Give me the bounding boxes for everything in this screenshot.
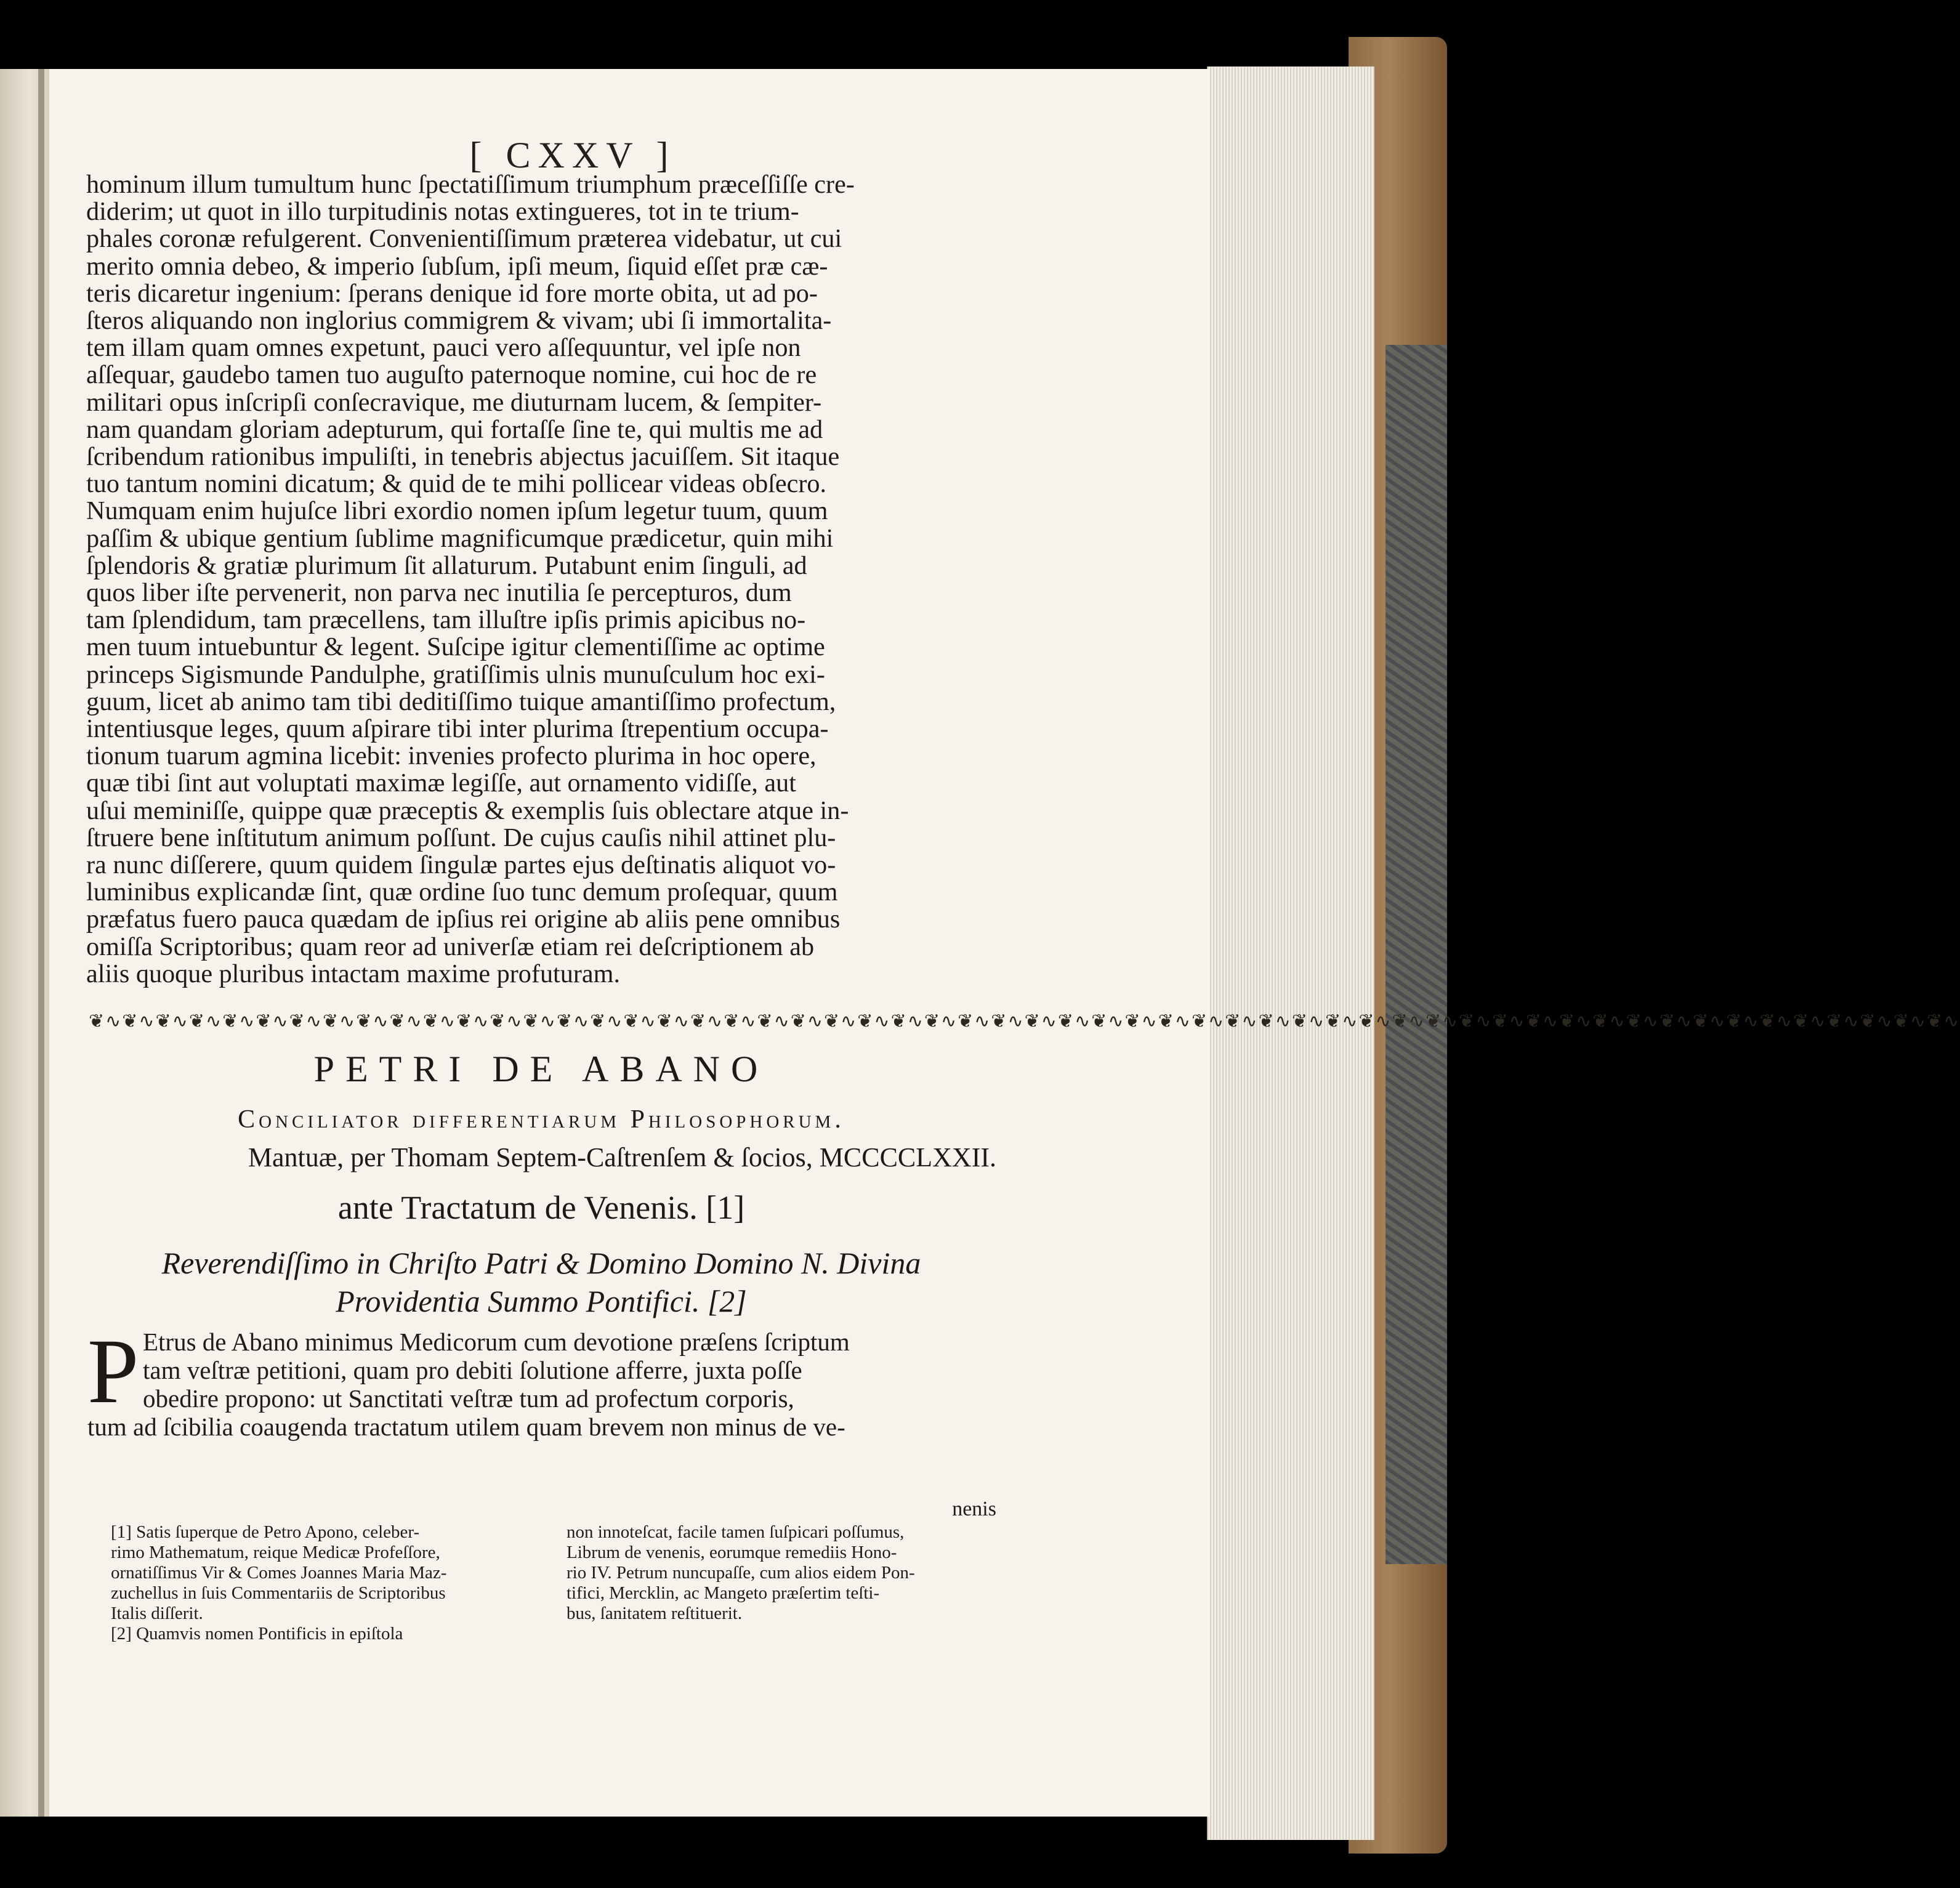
footnotes-left-column (111, 1522, 530, 1644)
section-heading: ante Tractatum de Venenis. [1] (337, 1189, 745, 1226)
text-line: teris dicaretur ingenium: ſperans denique id fore morte obita, ut ad po- (86, 278, 818, 308)
paragraph-line: tum ad ſcibilia coaugenda tractatum utilem quam brevem non minus de ve- (87, 1413, 845, 1441)
footnote-line: rio IV. Petrum nuncupaſſe, cum alios eidem Pon- (567, 1563, 915, 1583)
book-page (49, 69, 1960, 1817)
ornament-glyph: ❦∿❦∿ (490, 1011, 557, 1031)
dedication-line-2: Providentia Summo Pontifici. [2] (336, 1284, 747, 1318)
ornament-glyph: ❦∿❦∿ (155, 1011, 223, 1031)
text-line: merito omnia debeo, & imperio ſubſum, ipſi meum, ſiquid eſſet præ cæ- (86, 251, 828, 281)
text-line: omiſſa Scriptoribus; quam reor ad univerſæ etiam rei deſcriptionem ab (86, 932, 815, 961)
ornament-glyph: ❦∿❦∿ (356, 1011, 423, 1031)
text-line: guum, licet ab animo tam tibi deditiſſimo tuique amantiſſimo profectum, (86, 687, 836, 716)
ornament-glyph: ❦∿❦∿ (690, 1011, 757, 1031)
opening-paragraph (87, 1328, 996, 1441)
ornament-glyph: ❦∿❦∿ (757, 1011, 825, 1031)
spine-gutter (38, 69, 44, 1817)
ornament-divider (89, 1009, 1960, 1033)
page-header-number: [ CXXV ] (469, 135, 676, 175)
work-subtitle: Conciliator differentiarum Philosophorum. (238, 1105, 845, 1134)
text-line: tem illam quam omnes expetunt, pauci vero aſſequuntur, vel ipſe non (86, 333, 801, 363)
footnote-line: [2] Quamvis nomen Pontificis in epiſtola (111, 1624, 403, 1644)
text-line: aſſequar, gaudebo tamen tuo auguſto paternoque nomine, cui hoc de re (86, 360, 817, 390)
text-line: intentiusque leges, quum aſpirare tibi inter plurima ſtrepentium occupa- (86, 714, 829, 744)
text-line: luminibus explicandæ ſint, quæ ordine ſuo tunc demum proſequar, quum (86, 877, 838, 907)
footnote-line: rimo Mathematum, reique Medicæ Profeſſore, (111, 1543, 440, 1562)
ornament-glyph: ❦∿❦∿ (1826, 1011, 1893, 1031)
text-line: tam ſplendidum, tam præcellens, tam illuſtre ipſis primis apicibus no- (86, 605, 806, 635)
text-line: aliis quoque pluribus intactam maxime profuturam. (86, 959, 620, 988)
footnote-line: zuchellus in ſuis Commentariis de Scriptoribus (111, 1583, 446, 1603)
ornament-glyph: ❦∿❦∿ (1759, 1011, 1827, 1031)
text-line: tionum tuarum agmina licebit: invenies profecto plurima in hoc opere, (86, 741, 817, 771)
text-line: uſui meminiſſe, quippe quæ præceptis & exemplis ſuis oblectare atque in- (86, 796, 849, 825)
ornament-glyph: ❦∿❦∿ (1626, 1011, 1693, 1031)
footnote-line: Librum de venenis, eorumque remediis Hono- (567, 1543, 897, 1562)
text-line: men tuum intuebuntur & legent. Suſcipe igitur clementiſſime ac optime (86, 632, 825, 662)
text-line: ſplendoris & gratiæ plurimum ſit allaturum. Putabunt enim ſinguli, ad (86, 551, 807, 580)
text-line: phales coronæ refulgerent. Convenientiſſimum præterea videbatur, ut cui (86, 224, 842, 254)
ornament-glyph: ❦∿❦∿ (222, 1011, 289, 1031)
ornament-glyph: ❦∿❦∿ (1559, 1011, 1626, 1031)
ornament-glyph: ❦∿❦∿ (556, 1011, 624, 1031)
dedication-line-1: Reverendiſſimo in Chriſto Patri & Domino Domino N. Divina (161, 1246, 921, 1280)
text-line: tuo tantum nomini dicatum; & quid de te mihi pollicear videas obſecro. (86, 469, 827, 499)
work-title: PETRI DE ABANO (313, 1049, 769, 1089)
text-line: ſteros aliquando non inglorius commigrem & vivam; ubi ſi immortalita- (86, 306, 832, 336)
paragraph-line: obedire propono: ut Sanctitati veſtræ tum ad profectum corporis, (143, 1384, 794, 1413)
ornament-glyph: ❦∿❦∿ (89, 1011, 156, 1031)
footnote-line: tifici, Mercklin, ac Mangeto præſertim teſti- (567, 1583, 880, 1603)
ornament-glyph: ❦∿❦∿ (623, 1011, 690, 1031)
imprint-line: Mantuæ, per Thomam Septem-Caſtrenſem & ſocios, MCCCCLXXII. (248, 1142, 996, 1172)
footnote-line: bus, ſanitatem reſtituerit. (567, 1604, 743, 1623)
paragraph-line: Etrus de Abano minimus Medicorum cum devotione præſens ſcriptum (143, 1328, 850, 1356)
text-line: princeps Sigismunde Pandulphe, gratiſſimis ulnis munuſculum hoc exi- (86, 660, 825, 689)
footnote-line: [1] Satis ſuperque de Petro Apono, celeber- (111, 1522, 420, 1542)
paragraph-line: tam veſtræ petitioni, quam pro debiti ſolutione afferre, juxta poſſe (143, 1356, 802, 1384)
text-line: paſſim & ubique gentium ſublime magnificumque prædicetur, quin mihi (86, 523, 834, 553)
ornament-glyph: ❦∿❦∿ (1225, 1011, 1292, 1031)
drop-capital: P (87, 1320, 139, 1422)
footnote-line: ornatiſſimus Vir & Comes Joannes Maria Maz- (111, 1563, 447, 1583)
text-line: hominum illum tumultum hunc ſpectatiſſimum triumphum præceſſiſſe cre- (86, 170, 855, 199)
footnotes-right-column (567, 1522, 998, 1624)
body-text (86, 171, 996, 988)
ornament-glyph: ❦∿❦∿ (824, 1011, 891, 1031)
text-line: nam quandam gloriam adepturum, qui fortaſſe ſine te, qui multis me ad (86, 414, 823, 444)
footnote-line: Italis diſſerit. (111, 1604, 203, 1623)
ornament-glyph: ❦∿❦∿ (422, 1011, 490, 1031)
text-line: quos liber iſte pervenerit, non parva nec inutilia ſe percepturos, dum (86, 578, 792, 608)
ornament-glyph: ❦∿❦∿ (1024, 1011, 1092, 1031)
text-line: Numquam enim hujuſce libri exordio nomen ipſum legetur tuum, quum (86, 496, 828, 526)
ornament-glyph: ❦∿❦∿ (1425, 1011, 1493, 1031)
text-line: quæ tibi ſint aut voluptati maximæ legiſſe, aut ornamento vidiſſe, aut (86, 769, 796, 798)
ornament-glyph: ❦∿❦∿ (1893, 1011, 1960, 1031)
ornament-glyph: ❦∿❦∿ (958, 1011, 1025, 1031)
text-line: ſcribendum rationibus impuliſti, in tenebris abjectus jacuiſſem. Sit itaque (86, 442, 840, 472)
ornament-glyph: ❦∿❦∿ (890, 1011, 958, 1031)
marbled-cover-panel (1385, 345, 1447, 1564)
text-line: præfatus fuero pauca quædam de ipſius rei origine ab aliis pene omnibus (86, 905, 841, 934)
text-line: ſtruere bene inſtitutum animum poſſunt. De cujus cauſis nihil attinet plu- (86, 823, 836, 852)
ornament-glyph: ❦∿❦∿ (1492, 1011, 1560, 1031)
footnote-line: non innoteſcat, facile tamen ſuſpicari poſſumus, (567, 1522, 905, 1542)
ornament-glyph: ❦∿❦∿ (289, 1011, 357, 1031)
ornament-glyph: ❦∿❦∿ (1158, 1011, 1225, 1031)
catchword: nenis (952, 1498, 996, 1520)
page-edges (1207, 67, 1374, 1840)
ornament-glyph: ❦∿❦∿ (1091, 1011, 1158, 1031)
ornament-glyph: ❦∿❦∿ (1291, 1011, 1359, 1031)
text-line: ra nunc diſſerere, quum quidem ſingulæ partes ejus deſtinatis aliquot vo- (86, 850, 836, 880)
text-line: militari opus inſcripſi conſecravique, me diuturnam lucem, & ſempiter- (86, 387, 822, 417)
ornament-glyph: ❦∿❦∿ (1693, 1011, 1760, 1031)
ornament-glyph: ❦∿❦∿ (1358, 1011, 1426, 1031)
text-line: diderim; ut quot in illo turpitudinis notas extingueres, tot in te trium- (86, 197, 799, 227)
dedication (86, 1244, 996, 1320)
